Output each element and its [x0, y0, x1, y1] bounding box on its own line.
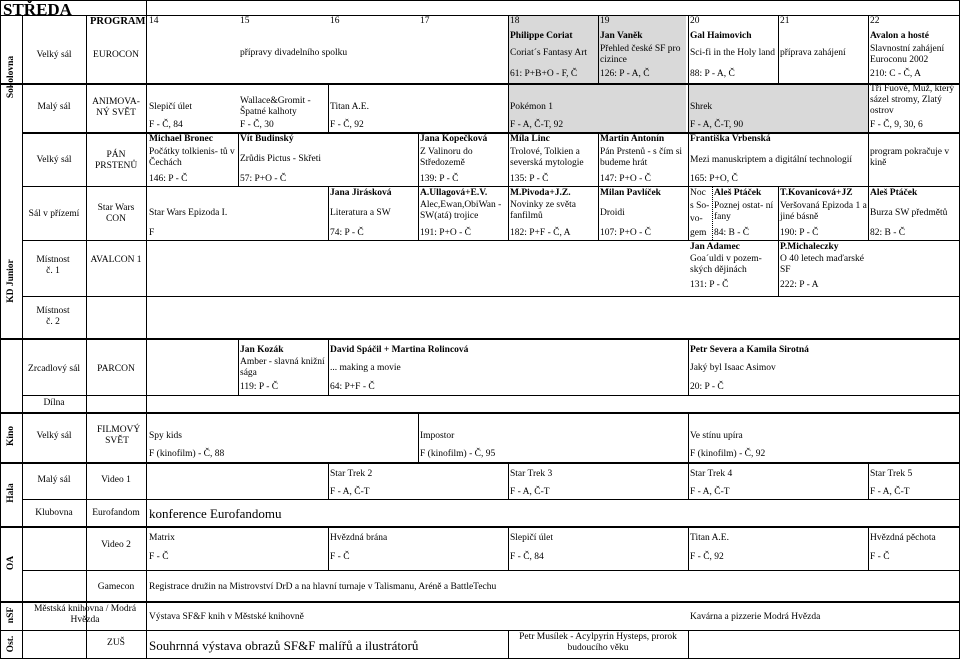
- room-sal-prizemi: Sál v přízemí: [28, 209, 80, 219]
- event-text: Star Trek 3: [510, 469, 553, 479]
- event-code: F - A, Č-T: [510, 487, 550, 497]
- event-text: Matrix: [149, 533, 175, 543]
- event-code: 222: P - A: [780, 280, 819, 290]
- event-code: 107: P+O - Č: [600, 228, 652, 238]
- event-text: Shrek: [690, 102, 713, 112]
- event-text: Literatura a SW: [330, 208, 391, 218]
- event-text: příprava zahájení: [780, 48, 846, 58]
- event-code: 210: C - Č, A: [870, 69, 921, 79]
- event-author: Martin Antonín: [600, 134, 665, 144]
- event-author: T.Kovanicová+JZ: [780, 188, 853, 198]
- section-kino: Kino: [6, 425, 16, 447]
- event-author: Jan Kozák: [240, 345, 284, 355]
- room-mistnost-2: Místnost č. 2: [36, 306, 70, 327]
- room-klubovna: Klubovna: [35, 508, 73, 518]
- program-video1: Video 1: [101, 475, 131, 485]
- event-text: Wallace&Gromit - Špatné kalhoty: [240, 96, 311, 117]
- event-text: Alec,Ewan,ObiWan - SW(atá) trojice: [420, 200, 502, 221]
- event-code: 182: P+F - Č, A: [510, 228, 571, 238]
- event-code: 190: P - Č: [780, 228, 819, 238]
- event-text: Poznej ostat- ní fany: [714, 201, 774, 222]
- event-code: 165: P+O, Č: [690, 174, 738, 184]
- event-author: Milan Pavlíček: [600, 188, 661, 198]
- event-code: 139: P - Č: [420, 174, 459, 184]
- event-author: Vít Budinský: [240, 134, 294, 144]
- event-code: 84: B - Č: [714, 228, 750, 238]
- room-hala-maly: Malý sál: [37, 475, 71, 485]
- event-code: F - Č, 84: [510, 552, 544, 562]
- event-code: F - Č, 84: [149, 120, 183, 130]
- event-text: vo-: [690, 214, 703, 224]
- event-code: F - Č: [870, 552, 890, 562]
- event-author: Avalon a hosté: [870, 31, 929, 41]
- section-ost: Ost.: [6, 635, 16, 653]
- event-text: Star Trek 4: [690, 469, 733, 479]
- room-mistnost-1: Místnost č. 1: [36, 255, 70, 276]
- event-text: Trolové, Tolkien a severská mytologie: [510, 147, 584, 168]
- event-code: F - Č: [149, 552, 169, 562]
- event-code: F - A, Č-T, 92: [510, 120, 564, 130]
- event-text: Veršovaná Epizoda 1 a jiné básně: [780, 201, 867, 222]
- event-code: F - Č, 92: [330, 120, 364, 130]
- event-text: Novinky ze světa fanfilmů: [510, 200, 576, 221]
- program-avalcon: AVALCON 1: [90, 255, 142, 265]
- event-code: F - A, Č-T: [690, 487, 730, 497]
- room-dilna: Dílna: [43, 398, 65, 408]
- event-text: Tři Fuové, Muž, který sázel stromy, Zlatý ostrov: [870, 84, 955, 116]
- event-code: F (kinofilm) - Č, 92: [690, 449, 766, 459]
- hour-18: 18: [510, 16, 520, 26]
- room-mestska-knihovna: Městská knihovna / Modrá Hvězda: [33, 604, 137, 625]
- event-code: 191: P+O - Č: [420, 228, 472, 238]
- event-text: Titan A.E.: [690, 533, 729, 543]
- event-code: 20: P - Č: [690, 382, 724, 392]
- event-text: ... making a movie: [330, 363, 401, 373]
- event-text: Droidi: [600, 208, 625, 218]
- program-filmovy: FILMOVÝ SVĚT: [97, 425, 141, 446]
- event-code: F: [149, 228, 155, 238]
- event-text: Impostor: [420, 431, 455, 441]
- event-text: Ve stínu upíra: [690, 431, 743, 441]
- event-author: Jan Adamec: [690, 242, 740, 252]
- event-code: F - A, Č-T: [870, 487, 910, 497]
- event-code: F - Č, 92: [690, 552, 724, 562]
- event-text: Kavárna a pizzerie Modrá Hvězda: [690, 612, 821, 622]
- event-text: Goa´uldi v pozem- ských dějinách: [690, 254, 762, 275]
- event-author: Philippe Coriat: [510, 31, 573, 41]
- event-text: Registrace družin na Mistrovství DrD a na hlavní turnaje v Talismanu, Aréně a BattleTechu: [149, 582, 497, 592]
- event-text: Jaký byl Isaac Asimov: [690, 363, 776, 373]
- event-text: Star Trek 2: [330, 469, 373, 479]
- event-text: Noc: [690, 188, 706, 198]
- room-kino-velky: Velký sál: [36, 431, 72, 441]
- program-video2: Video 2: [101, 540, 131, 550]
- section-oa: OA: [6, 555, 16, 571]
- event-code: 126: P - A, Č: [600, 69, 650, 79]
- event-text: Hvězdná brána: [330, 533, 388, 543]
- event-code: F (kinofilm) - Č, 88: [149, 449, 225, 459]
- program-eurocon: EUROCON: [93, 50, 139, 60]
- event-author: Petr Severa a Kamila Sirotná: [690, 345, 809, 355]
- event-code: 131: P - Č: [690, 280, 729, 290]
- event-author: Jana Kopečková: [420, 134, 488, 144]
- event-text: Výstava SF&F knih v Městské knihovně: [149, 612, 304, 622]
- event-code: 147: P+O - Č: [600, 174, 652, 184]
- event-code: F - Č, 30: [240, 120, 274, 130]
- event-code: 74: P - Č: [330, 228, 364, 238]
- event-code: 64: P+F - Č: [330, 382, 375, 392]
- section-hala: Hala: [6, 483, 16, 503]
- program-parcon: PARCON: [97, 364, 135, 374]
- program-header: PROGRAM: [90, 16, 146, 27]
- section-nsf: nSF: [6, 606, 16, 624]
- event-author: Aleš Ptáček: [870, 188, 918, 198]
- hour-16: 16: [330, 16, 340, 26]
- program-gamecon: Gamecon: [97, 582, 135, 592]
- room-zrcadlovy: Zrcadlový sál: [28, 364, 80, 374]
- program-animovany: ANIMOVA-NÝ SVĚT: [92, 97, 140, 118]
- event-text: Slepičí úlet: [510, 533, 554, 543]
- event-text: Pán Prstenů - s čím si budeme hrát: [600, 147, 683, 168]
- event-text: Titan A.E.: [330, 102, 369, 112]
- hour-14: 14: [149, 16, 159, 26]
- event-code: F (kinofilm) - Č, 95: [420, 449, 496, 459]
- event-author: A.Ullagová+E.V.: [420, 188, 488, 198]
- event-text: Pokémon 1: [510, 102, 554, 112]
- event-author: P.Michaleczky: [780, 242, 839, 252]
- hour-22: 22: [870, 16, 880, 26]
- room-maly-sal: Malý sál: [37, 102, 71, 112]
- program-zus: ZUŠ: [107, 638, 125, 648]
- event-code: 119: P - Č: [240, 382, 279, 392]
- event-text: O 40 letech maďarské SF: [780, 254, 864, 275]
- event-text: program pokračuje v kině: [870, 147, 950, 168]
- event-text: Slepičí úlet: [149, 102, 193, 112]
- event-text: Souhrnná výstava obrazů SF&F malířů a ilustrátorů: [149, 638, 419, 653]
- event-code: 57: P+O - Č: [240, 174, 287, 184]
- section-kd-junior: KD Junior: [6, 259, 16, 303]
- event-code: F - Č: [330, 552, 350, 562]
- hour-20: 20: [690, 16, 700, 26]
- event-text: Mezi manuskriptem a digitální technologií: [690, 155, 852, 165]
- room-velky-sal: Velký sál: [36, 50, 72, 60]
- event-author: Františka Vrbenská: [690, 134, 771, 144]
- event-text: konference Eurofandomu: [149, 506, 282, 521]
- section-sokolovna: Sokolovna: [6, 55, 16, 99]
- event-code: F - Č, 9, 30, 6: [870, 120, 923, 130]
- event-code: 88: P - A, Č: [690, 69, 735, 79]
- event-author: Aleš Ptáček: [714, 188, 762, 198]
- event-author: Michael Bronec: [149, 134, 213, 144]
- event-text: Spy kids: [149, 431, 182, 441]
- event-text: přípravy divadelního spolku: [240, 48, 348, 58]
- room-velky-sal-2: Velký sál: [36, 155, 72, 165]
- hour-15: 15: [240, 16, 250, 26]
- day-title: STŘEDA: [3, 0, 72, 19]
- event-code: 135: P - Č: [510, 174, 549, 184]
- event-author: Míla Linc: [510, 134, 550, 144]
- event-author: Jana Jirásková: [330, 188, 392, 198]
- hour-21: 21: [780, 16, 790, 26]
- event-text: Petr Musílek - Acylpyrin Hysteps, prorok budoucího věku: [519, 632, 677, 653]
- program-eurofandom: Eurofandom: [92, 508, 140, 518]
- event-text: Amber - slavná knižní sága: [240, 357, 325, 378]
- event-text: Slavnostní zahájení Euroconu 2002: [870, 44, 945, 65]
- event-text: Zrůdis Pictus - Skřeti: [240, 154, 322, 164]
- event-code: 61: P+B+O - F, Č: [510, 69, 578, 79]
- event-text: Sci-fi in the Holy land: [690, 48, 775, 58]
- event-text: Star Wars Epizoda I.: [149, 208, 228, 218]
- event-text: Z Valinoru do Středozemě: [420, 147, 473, 168]
- event-code: 146: P - Č: [149, 174, 188, 184]
- event-code: F - A, Č-T: [330, 487, 370, 497]
- event-author: M.Pivoda+J.Z.: [510, 188, 571, 198]
- event-text: Počátky tolkienis- tů v Čechách: [149, 147, 235, 168]
- program-star-wars: Star Wars CON: [97, 203, 135, 224]
- event-code: 82: B - Č: [870, 228, 906, 238]
- event-author: Jan Vaněk: [600, 31, 643, 41]
- event-text: Přehled české SF pro cizince: [600, 44, 681, 65]
- event-code: F - A, Č-T, 90: [690, 120, 744, 130]
- event-author: Gal Haimovich: [690, 31, 752, 41]
- event-text: Burza SW předmětů: [870, 208, 948, 218]
- hour-19: 19: [600, 16, 610, 26]
- hour-17: 17: [420, 16, 430, 26]
- event-text: Coriat´s Fantasy Art: [510, 48, 588, 58]
- program-pan-prstenu: PÁN PRSTENŮ: [95, 150, 138, 171]
- event-text: Star Trek 5: [870, 469, 913, 479]
- event-text: s So-: [690, 201, 710, 211]
- event-text: gem: [690, 228, 707, 238]
- event-author: David Spáčil + Martina Rolincová: [330, 345, 469, 355]
- event-text: Hvězdná pěchota: [870, 533, 936, 543]
